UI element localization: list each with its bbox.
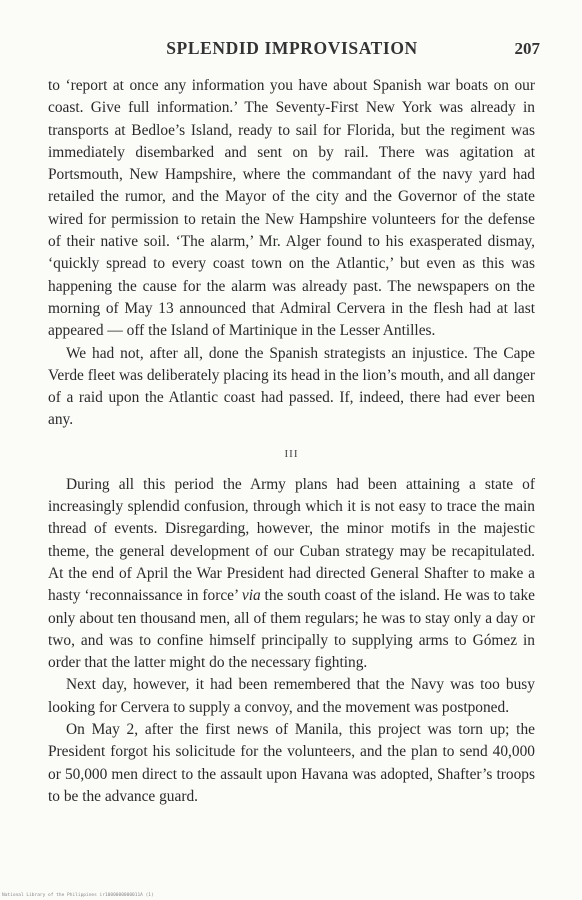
running-title: SPLENDID IMPROVISATION [166, 38, 418, 58]
paragraph-4: Next day, however, it had been remembered that the Navy was too busy looking for Cervera to supply a convoy, and the movement was postponed. [48, 676, 535, 716]
scan-credit: National Library of the Philippines ir1000000000011A (1) [2, 893, 154, 898]
section-numeral: III [284, 447, 299, 460]
paragraph-3-text-a: During all this period the Army plans had been attaining a state of increasingly splendid confusion, through which it is not easy to trace the main thread of events. Disregarding, however, the minor motifs in the majestic theme, the general development of our Cuban strategy may be recapitulated. At the end of April the War President had directed General Shafter to make a hasty ‘reconnaissance in force’ [48, 475, 535, 605]
running-head [44, 38, 540, 64]
paragraph-3-italic: via [241, 587, 261, 605]
paragraph-3-text-b: the south coast of the island. He was to take only about ten thousand men, all of them regulars; he was to stay only a day or two, and was to confine himself principally to supplying arms to Gómez in order that the latter might do the necessary fighting. [48, 587, 535, 672]
paragraph-1: to ‘report at once any information you have about Spanish war boats on our coast. Give full information.’ The Seventy-First New York was already in transports at Bedloe’s Island, ready to sail for Florida, but the regiment was immediately disembarked and sent on by rail. There was agitation at Portsmouth, New Hampshire, where the commandant of the navy yard had retailed the rumor, and the Mayor of the city and the Governor of the state wired for permission to retain the New Hampshire volunteers for the defense of their native soil. ‘The alarm,’ Mr. Alger found to his exasperated dismay, ‘quickly spread to every coast town on the Atlantic,’ but even as this was happening the cause for the alarm was already past. The newspapers on the morning of May 13 announced that Admiral Cervera in the flesh had at last appeared — off the Island of Martinique in the Lesser Antilles. [48, 77, 535, 340]
page-number: 207 [514, 39, 540, 58]
body-text [48, 75, 535, 808]
paragraph-2: We had not, after all, done the Spanish strategists an injustice. The Cape Verde fleet was deliberately placing its head in the lion’s mouth, and all danger of a raid upon the Atlantic coast had passed. If, indeed, there had ever been any. [48, 344, 535, 429]
paragraph-3 [48, 474, 535, 675]
paragraph-5: On May 2, after the first news of Manila, this project was torn up; the President forgot his solicitude for the volunteers, and the plan to send 40,000 or 50,000 men direct to the assault upon Havana was adopted, Shafter’s troops to be the advance guard. [48, 721, 535, 805]
